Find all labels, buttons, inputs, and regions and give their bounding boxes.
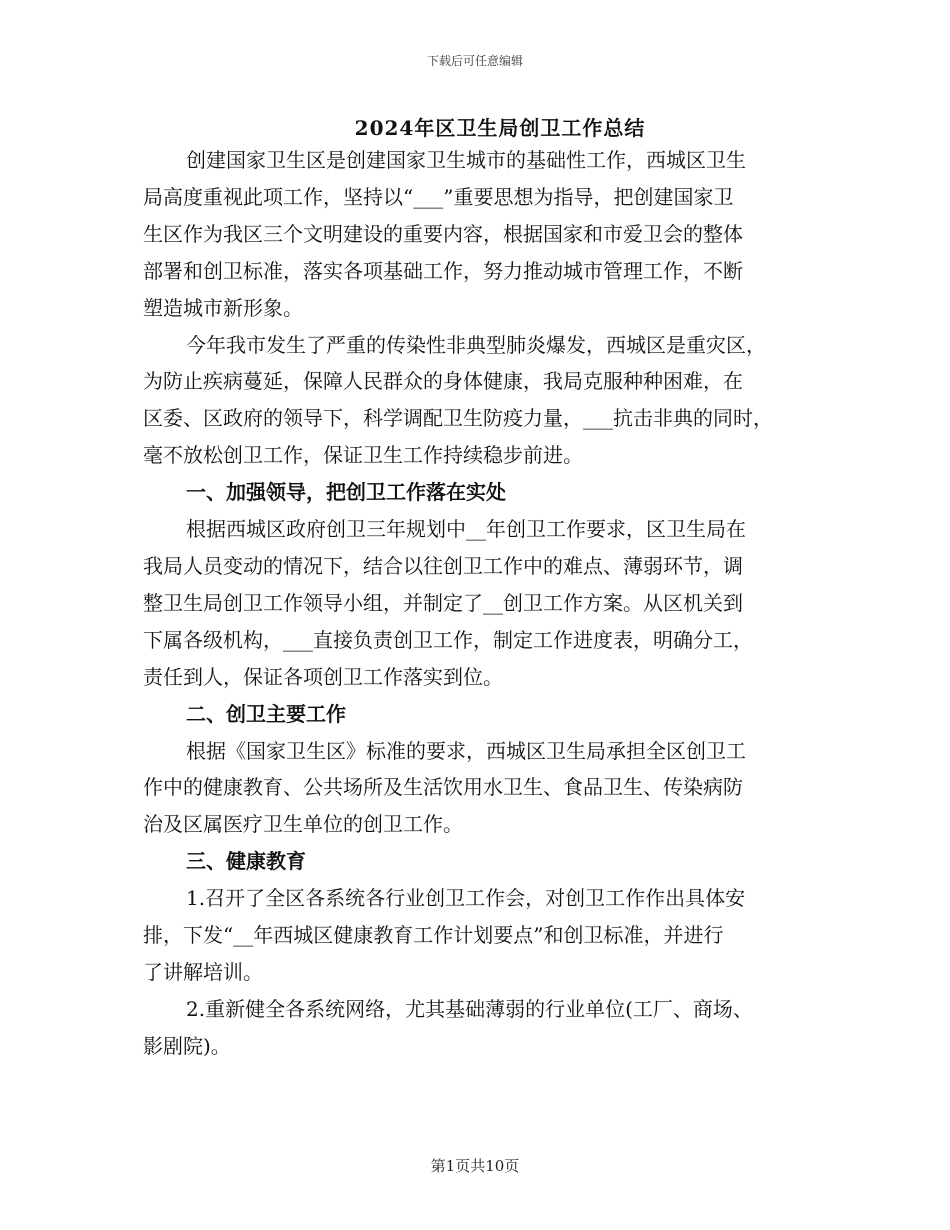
text-line: 1.召开了全区各系统各行业创卫工作会，对创卫工作作出具体安 (186, 886, 746, 911)
text-line: 为防止疾病蔓延，保障人民群众的身体健康，我局克服种种困难，在 (143, 369, 743, 394)
text-line: 下属各级机构，___直接负责创卫工作，制定工作进度表，明确分工， (143, 627, 753, 652)
text-line: 毫不放松创卫工作，保证卫生工作持续稳步前进。 (143, 443, 583, 468)
section-heading (143, 696, 815, 733)
text-line: 治及区属医疗卫生单位的创卫工作。 (143, 812, 463, 837)
text-line: 塑造城市新形象。 (143, 295, 303, 320)
text-line: 整卫生局创卫工作领导小组，并制定了__创卫工作方案。从区机关到 (143, 590, 743, 615)
body-paragraph (143, 142, 815, 327)
text-line: 二、创卫主要工作 (186, 701, 346, 726)
text-line: 根据《国家卫生区》标准的要求，西城区卫生局承担全区创卫工 (186, 738, 746, 763)
text-line: 根据西城区政府创卫三年规划中__年创卫工作要求，区卫生局在 (186, 517, 746, 542)
text-line: 我局人员变动的情况下，结合以往创卫工作中的难点、薄弱环节，调 (143, 553, 743, 578)
text-line: 了讲解培训。 (143, 959, 263, 984)
body-paragraph (143, 327, 815, 475)
section-heading (143, 843, 815, 880)
text-line: 责任到人，保证各项创卫工作落实到位。 (143, 664, 503, 689)
page-footer: 第1页共10页 (430, 1157, 520, 1175)
section-heading (143, 474, 815, 511)
text-line: 影剧院)。 (143, 1033, 231, 1058)
text-line: 一、加强领导，把创卫工作落在实处 (186, 480, 506, 505)
document-title: 2024年区卫生局创卫工作总结 (354, 116, 646, 140)
text-line: 三、健康教育 (186, 849, 306, 874)
text-line: 生区作为我区三个文明建设的重要内容，根据国家和市爱卫会的整体 (143, 221, 743, 246)
document-body (143, 142, 815, 1065)
page-header: 下载后可任意编辑 (426, 54, 523, 68)
body-paragraph (143, 511, 815, 696)
text-line: 排，下发“__年西城区健康教育工作计划要点”和创卫标准，并进行 (143, 923, 724, 948)
body-paragraph (143, 991, 815, 1065)
body-paragraph (143, 880, 815, 991)
body-paragraph (143, 733, 815, 844)
text-line: 今年我市发生了严重的传染性非典型肺炎爆发，西城区是重灾区， (186, 332, 766, 357)
text-line: 创建国家卫生区是创建国家卫生城市的基础性工作，西城区卫生 (186, 148, 746, 172)
text-line: 2.重新健全各系统网络，尤其基础薄弱的行业单位(工厂、商场、 (186, 996, 753, 1021)
text-line: 作中的健康教育、公共场所及生活饮用水卫生、食品卫生、传染病防 (143, 775, 743, 800)
text-line: 部署和创卫标准，落实各项基础工作，努力推动城市管理工作，不断 (143, 258, 743, 283)
text-line: 区委、区政府的领导下，科学调配卫生防疫力量，___抗击非典的同时， (143, 406, 773, 431)
text-line: 局高度重视此项工作，坚持以“___”重要思想为指导，把创建国家卫 (143, 184, 734, 209)
